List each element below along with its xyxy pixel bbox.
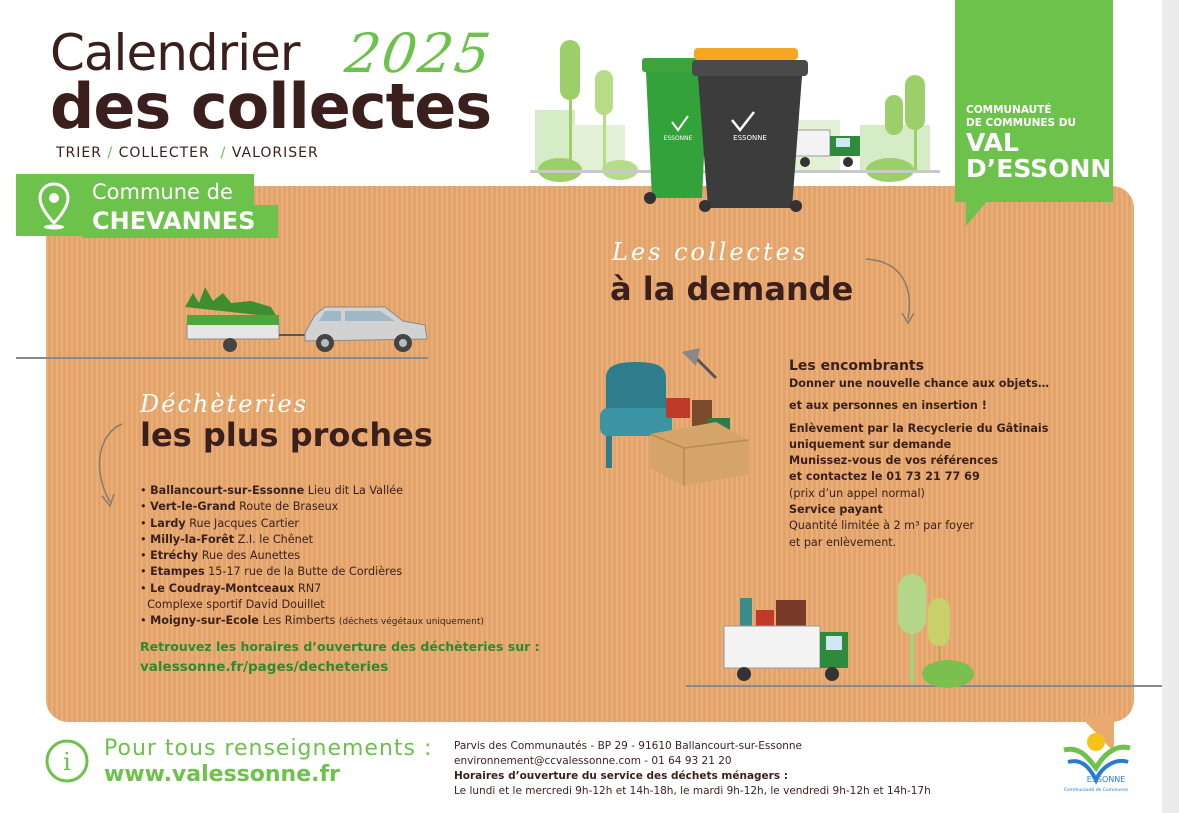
footer-contact: environnement@ccvalessonne.com - 01 64 93 21 20 <box>454 755 732 767</box>
encombrants-line7: (prix d’un appel normal) <box>789 486 925 500</box>
footer-address-block <box>454 739 931 799</box>
decheterie-city: Milly-la-Forêt <box>150 532 235 546</box>
title-des-collectes: des collectes <box>50 70 492 143</box>
bins-illustration <box>530 30 950 220</box>
tagline-trier: TRIER <box>56 145 102 161</box>
collectes-title: à la demande <box>610 270 854 308</box>
decheterie-city: Etréchy <box>150 549 199 563</box>
info-icon-glyph: i <box>63 748 71 776</box>
list-item: • Etampes 15-17 rue de la Butte de Cordières <box>140 565 403 579</box>
logo-text: ESSONNE <box>1086 775 1126 784</box>
encombrants-block <box>789 356 1049 551</box>
decheterie-city: Ballancourt-sur-Essonne <box>150 484 305 497</box>
list-item-extra <box>140 597 484 613</box>
encombrants-line4: uniquement sur demande <box>789 437 952 451</box>
truck-illustration <box>720 570 990 690</box>
decheterie-address: Rue Jacques Cartier <box>189 516 300 530</box>
footer-hours-title: Horaires d’ouverture du service des déchets ménagers : <box>454 770 788 782</box>
commune-label: Commune de <box>92 180 233 204</box>
decheterie-address: Z.I. le Chênet <box>237 532 313 546</box>
decheterie-address: Rue des Aunettes <box>201 549 301 563</box>
tagline-separator: / <box>220 145 227 161</box>
commune-name: CHEVANNES <box>92 207 256 235</box>
tagline <box>56 145 319 161</box>
tagline-collecter: COLLECTER <box>118 145 210 161</box>
encombrants-line9: Quantité limitée à 2 m³ par foyer <box>789 519 975 533</box>
collectes-script-title: Les collectes <box>612 238 809 266</box>
title-year: 2025 <box>341 22 496 85</box>
curved-arrow-icon <box>860 255 920 330</box>
footer-website[interactable]: www.valessonne.fr <box>104 762 340 787</box>
decheterie-address: Lieu dit La Vallée <box>307 484 404 497</box>
tagline-valoriser: VALORISER <box>231 145 319 161</box>
curved-arrow-left-icon <box>88 420 128 510</box>
list-item: • Ballancourt-sur-Essonne Lieu dit La Vallée <box>140 484 404 497</box>
val-line4: D’ESSONNE <box>966 154 1129 183</box>
val-line3: VAL <box>966 128 1019 157</box>
tagline-separator: / <box>107 145 114 161</box>
decheterie-note: (déchets végétaux uniquement) <box>338 617 484 628</box>
encombrants-line3: Enlèvement par la Recyclerie du Gâtinais <box>789 421 1049 435</box>
footer-pour-tous: Pour tous renseignements : <box>104 736 433 761</box>
val-essonne-subtitle <box>966 104 1076 130</box>
info-icon <box>44 738 90 784</box>
decheteries-script-title: Déchèteries <box>140 390 309 418</box>
decheterie-city: Lardy <box>150 516 186 530</box>
decheterie-city: Le Coudray-Montceaux <box>150 581 295 595</box>
title-calendrier: Calendrier <box>50 24 300 82</box>
val-essonne-logo <box>1058 728 1134 794</box>
car-trailer-illustration <box>175 285 435 360</box>
encombrants-line6: et contactez le 01 73 21 77 69 <box>789 470 980 484</box>
encombrants-line10: et par enlèvement. <box>789 535 897 549</box>
encombrants-heading: Les encombrants <box>789 358 924 374</box>
footer-address: Parvis des Communautés - BP 29 - 91610 Ballancourt-sur-Essonne <box>454 740 803 752</box>
decheteries-hours-text: Retrouvez les horaires d’ouverture des déchèteries sur : <box>140 639 540 654</box>
decheteries-hours-block <box>140 638 540 676</box>
encombrants-line1: Donner une nouvelle chance aux objets… <box>789 377 1050 390</box>
footer-hours: Le lundi et le mercredi 9h-12h et 14h-18h, le mardi 9h-12h, le vendredi 9h-12h et 14h-17h <box>454 785 931 797</box>
decheteries-title: les plus proches <box>140 416 433 454</box>
logo-subtext: Communauté de Communes <box>1063 788 1129 793</box>
encombrants-line2: et aux personnes en insertion ! <box>789 399 987 413</box>
grey-bin-label: ESSONNE <box>733 134 767 142</box>
val-essonne-name <box>966 130 1128 182</box>
list-item: • Moigny-sur-Ecole Les Rimberts (déchets végétaux uniquement) <box>140 614 484 628</box>
decheterie-address: 15-17 rue de la Butte de Cordières <box>208 565 403 579</box>
furniture-box-illustration <box>596 348 756 488</box>
location-pin-icon <box>36 181 72 231</box>
encombrants-line5: Munissez-vous de vos références <box>789 454 998 468</box>
decheterie-address: Route de Braseux <box>239 500 339 514</box>
val-line2: DE COMMUNES DU <box>966 117 1077 129</box>
decheterie-city: Moigny-sur-Ecole <box>150 614 259 628</box>
encombrants-line8: Service payant <box>789 503 883 517</box>
list-item: • Etréchy Rue des Aunettes <box>140 549 301 563</box>
list-item: • Lardy Rue Jacques Cartier <box>140 516 300 530</box>
green-bin-label: ESSONNE <box>663 135 693 142</box>
decheterie-address: Les Rimberts <box>262 614 336 628</box>
val-line1: COMMUNAUTÉ <box>966 104 1052 116</box>
decheterie-city: Etampes <box>150 565 205 579</box>
decheteries-list <box>140 483 484 631</box>
decheterie-city: Vert-le-Grand <box>150 500 236 514</box>
decheteries-link[interactable]: valessonne.fr/pages/decheteries <box>140 659 389 675</box>
list-item: • Milly-la-Forêt Z.I. le Chênet <box>140 532 313 546</box>
decheterie-address: RN7 <box>297 581 322 595</box>
decheterie-extra: Complexe sportif David Douillet <box>147 598 325 612</box>
list-item: • Le Coudray-Montceaux RN7 <box>140 581 322 595</box>
val-essonne-badge-tail <box>966 200 988 226</box>
list-item: • Vert-le-Grand Route de Braseux <box>140 500 339 514</box>
